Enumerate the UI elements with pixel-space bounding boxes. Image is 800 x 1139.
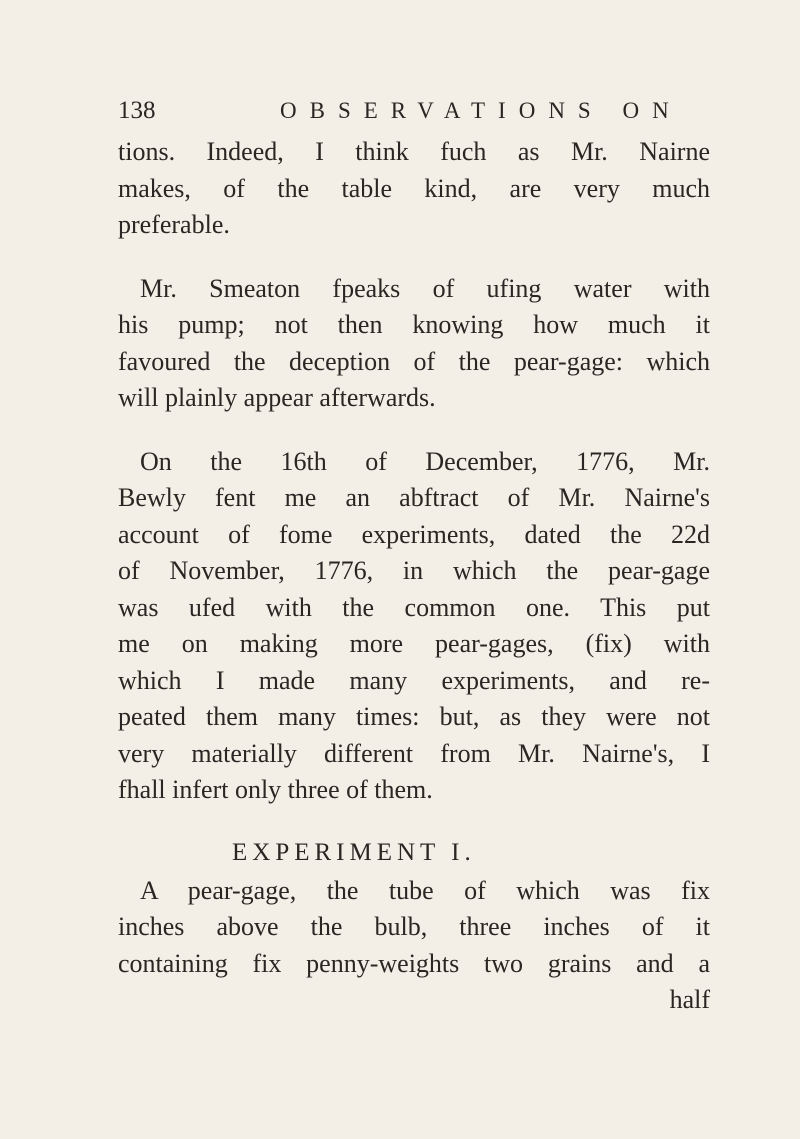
text-line: of November, 1776, in which the pear-gage	[118, 556, 710, 585]
text-line: makes, of the table kind, are very much	[118, 173, 710, 203]
catchword: half	[669, 985, 710, 1014]
text-line: account of fome experiments, dated the 22d	[118, 519, 710, 549]
text-line: Bewly fent me an abftract of Mr. Nairne's	[118, 483, 710, 512]
text-line: preferable.	[118, 210, 230, 239]
text-line: A pear-gage, the tube of which was fix	[140, 875, 710, 905]
page-number: 138	[118, 97, 156, 124]
text-line: his pump; not then knowing how much it	[118, 310, 710, 339]
text-line: tions. Indeed, I think fuch as Mr. Nairne	[118, 137, 710, 166]
text-line: Mr. Smeaton fpeaks of ufing water with	[140, 273, 710, 303]
text-line: will plainly appear afterwards.	[118, 383, 436, 412]
text-line: very materially different from Mr. Nairne's, I	[118, 738, 710, 768]
text-line: fhall infert only three of them.	[118, 775, 433, 804]
text-line: me on making more pear-gages, (fix) with	[118, 629, 710, 658]
text-line: containing fix penny-weights two grains and a	[118, 948, 710, 978]
text-line: inches above the bulb, three inches of it	[118, 912, 710, 941]
section-heading: EXPERIMENT I.	[232, 838, 476, 866]
text-line: peated them many times: but, as they were not	[118, 702, 710, 731]
running-head: OBSERVATIONS ON	[280, 98, 682, 123]
paragraph-2	[118, 271, 710, 417]
paragraph-1	[118, 134, 710, 244]
text-line: favoured the deception of the pear-gage: which	[118, 346, 710, 376]
text-line: which I made many experiments, and re-	[118, 665, 710, 695]
paragraph-3	[118, 444, 710, 809]
paragraph-experiment	[118, 873, 710, 983]
body-text	[118, 134, 710, 1019]
page-header	[118, 94, 718, 128]
text-line: was ufed with the common one. This put	[118, 592, 710, 622]
text-line: On the 16th of December, 1776, Mr.	[140, 446, 710, 476]
